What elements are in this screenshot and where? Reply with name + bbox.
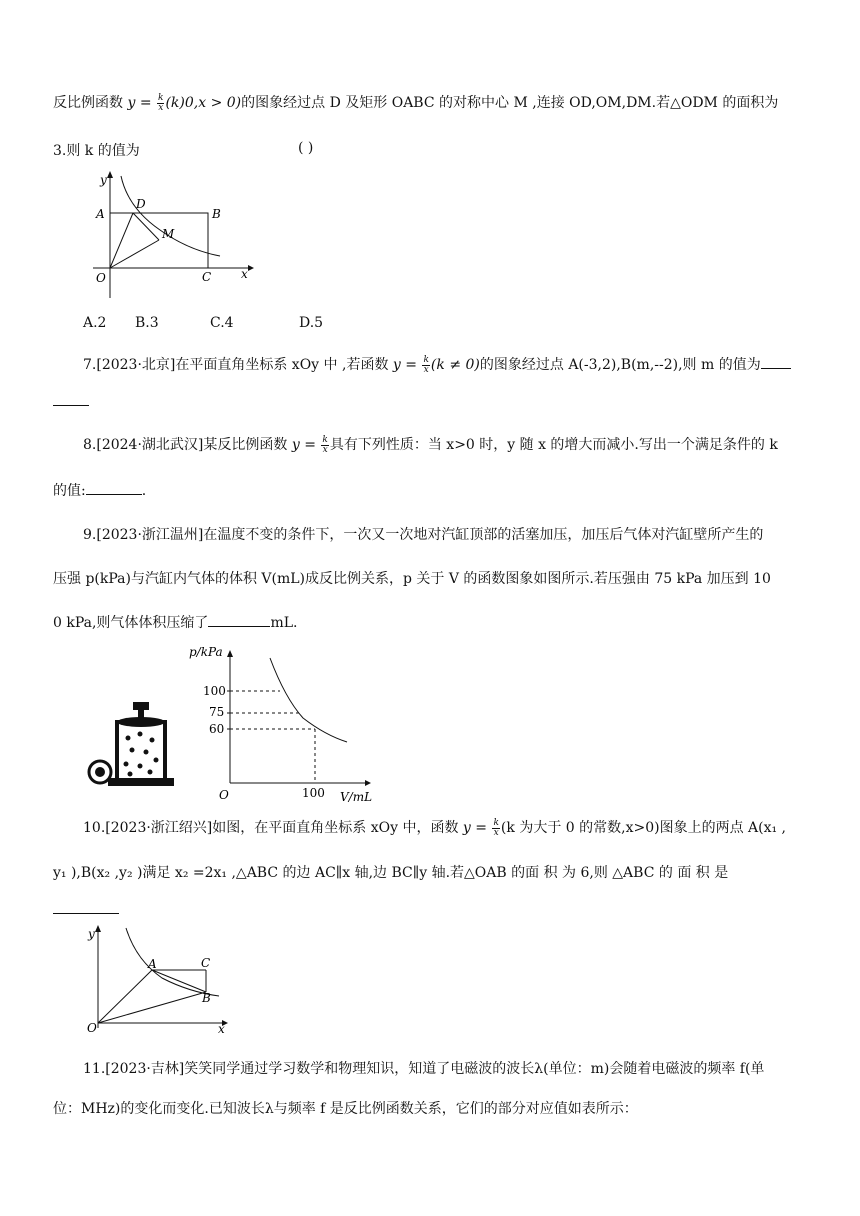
q9-line3a: 0 kPa,则气体体积压缩了	[53, 615, 209, 631]
q6-fig-x-label: x	[241, 267, 248, 281]
q10-fig-y-label: y	[88, 927, 95, 941]
q8-fraction	[321, 436, 328, 455]
q8-frac-den: x	[322, 444, 328, 455]
q6-frac-den: x	[158, 102, 164, 113]
q7-answer-blank-cont[interactable]	[53, 405, 89, 406]
q9-fig-origin: O	[219, 788, 229, 802]
q7-formula-rest: (k ≠ 0)	[430, 357, 480, 373]
q9-answer-blank[interactable]	[208, 626, 270, 627]
q9-fig-ylabel: p/kPa	[189, 645, 223, 659]
q9-fig-tick-x-100: 100	[302, 786, 325, 800]
q6-fig-o-label: O	[96, 271, 106, 285]
q10-fig-x-label: x	[218, 1022, 225, 1036]
q6-option-a: A.2	[83, 315, 107, 331]
q9-line2: 压强 p(kPa)与汽缸内气体的体积 V(mL)成反比例关系，p 关于 V 的函数图象如图所示.若压强由 75 kPa 加压到 10	[53, 571, 771, 587]
q8-frac-num: k	[322, 434, 328, 445]
q9-pressure-graph	[185, 643, 375, 803]
q7-answer-blank[interactable]	[761, 368, 791, 369]
q8-formula-lhs: y =	[291, 437, 321, 453]
q10-answer-blank[interactable]	[53, 913, 119, 914]
q8-text-a: 具有下列性质：当 x>0 时，y 随 x 的增大而减小.写出一个满足条件的 k	[329, 437, 778, 453]
q10-fig-a-label: A	[148, 957, 157, 971]
q9-line1: 9.[2023·浙江温州]在温度不变的条件下，一次又一次地对汽缸顶部的活塞加压，加压后气体对汽缸壁所产生的	[83, 527, 764, 543]
q11-line1: 11.[2023·吉林]笑笑同学通过学习数学和物理知识，知道了电磁波的波长λ(单位：m)会随着电磁波的频率 f(单	[83, 1061, 765, 1077]
q10-fig-o-label: O	[87, 1021, 97, 1035]
q10-fig-c-label: C	[201, 956, 211, 970]
q10-figure	[84, 920, 234, 1035]
q10-fig-b-label: B	[202, 991, 211, 1005]
q10-text-a: (k 为大于 0 的常数,x>0)图象上的两点 A(x₁ ,	[500, 820, 787, 836]
q9-fig-tick-y-60: 60	[209, 722, 225, 736]
q7-line1	[83, 354, 791, 375]
q9-line3b: mL.	[270, 615, 298, 631]
q9-fig-tick-y-100: 100	[203, 684, 226, 698]
q6-fig-y-label: y	[100, 173, 107, 187]
q7-formula-lhs: y =	[392, 357, 422, 373]
q6-option-c: C.4	[210, 315, 234, 331]
q6-text-a: 的图象经过点 D 及矩形 OABC 的对称中心 M ,连接 OD,OM,DM.若△ODM 的面积为	[241, 95, 779, 111]
q6-fig-c-label: C	[202, 270, 212, 284]
q6-fig-m-label: M	[162, 227, 175, 241]
q8-line1	[83, 434, 778, 455]
q6-prefix: 反比例函数	[53, 95, 123, 111]
q10-fraction	[492, 819, 499, 838]
q7-prefix: 7.[2023·北京]在平面直角坐标系 xOy 中 ,若函数	[83, 357, 389, 373]
q11-line2: 位：MHz)的变化而变化.已知波长λ与频率 f 是反比例函数关系，它们的部分对应值如表所示：	[53, 1101, 638, 1117]
q6-text-b: 3.则 k 的值为	[53, 143, 140, 159]
q8-line2	[53, 480, 146, 500]
q6-formula-rest: (k)0,x > 0)	[165, 95, 242, 111]
q8-text-b: 的值:	[53, 483, 86, 499]
q10-frac-den: x	[493, 827, 499, 838]
q6-formula-lhs: y =	[127, 95, 156, 111]
q9-cylinder-illustration	[88, 700, 188, 790]
q6-answer-paren: ( )	[298, 140, 314, 156]
q8-text-b-end: .	[141, 483, 147, 499]
q6-fraction	[157, 94, 164, 113]
q8-answer-blank[interactable]	[86, 494, 142, 495]
q7-frac-den: x	[423, 364, 429, 375]
q6-fig-b-label: B	[212, 207, 221, 221]
q6-fig-d-label: D	[136, 197, 146, 211]
q6-option-d: D.5	[299, 315, 324, 331]
q7-frac-num: k	[423, 354, 429, 365]
q6-line2	[53, 140, 140, 160]
q9-fig-xlabel: V/mL	[340, 790, 373, 804]
q6-figure	[88, 168, 258, 303]
q10-frac-num: k	[493, 817, 499, 828]
q8-prefix: 8.[2024·湖北武汉]某反比例函数	[83, 437, 288, 453]
q9-line3	[53, 612, 297, 632]
q10-line1	[83, 817, 786, 838]
q6-frac-num: k	[158, 92, 164, 103]
q7-text-a: 的图象经过点 A(-3,2),B(m,--2),则 m 的值为	[479, 357, 761, 373]
q6-option-b: B.3	[135, 315, 159, 331]
q7-fraction	[422, 356, 429, 375]
q9-fig-tick-y-75: 75	[209, 705, 225, 719]
q10-prefix: 10.[2023·浙江绍兴]如图，在平面直角坐标系 xOy 中，函数	[83, 820, 459, 836]
q10-formula-lhs: y =	[462, 820, 492, 836]
q10-line2: y₁ ),B(x₂ ,y₂ )满足 x₂ =2x₁ ,△ABC 的边 AC∥x 轴,边 BC∥y 轴.若△OAB 的面 积 为 6,则 △ABC 的 面 积 是	[53, 865, 729, 881]
q6-line1	[53, 92, 778, 113]
q6-fig-a-label: A	[96, 207, 105, 221]
